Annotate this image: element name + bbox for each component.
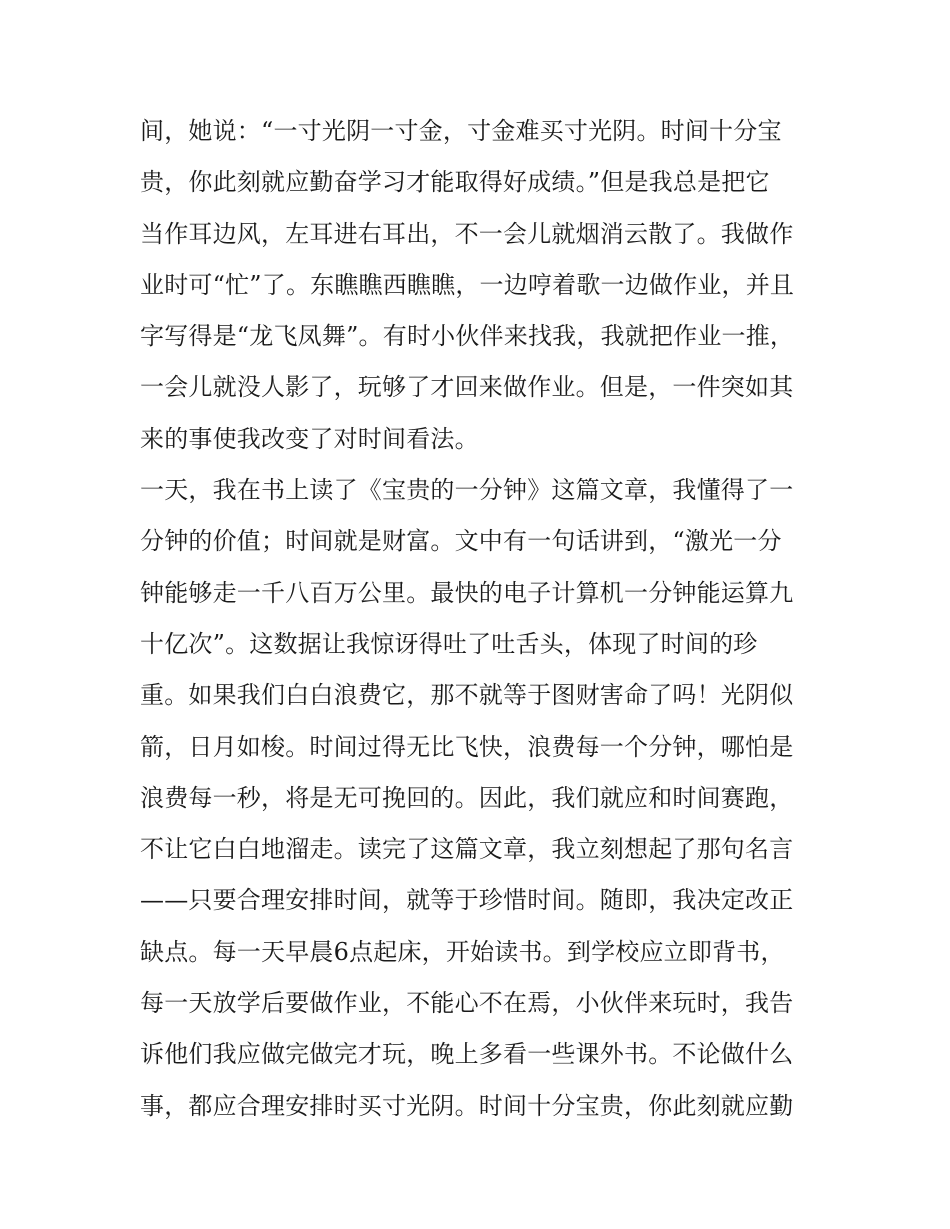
text-line: 字写得是“龙飞凤舞”。有时小伙伴来找我，我就把作业一推， bbox=[140, 322, 795, 351]
text-line: 分钟的价值；时间就是财富。文中有一句话讲到，“激光一分 bbox=[140, 527, 782, 556]
text-line: 贵，你此刻就应勤奋学习才能取得好成绩。”但是我总是把它 bbox=[140, 168, 770, 197]
text-line: ——只要合理安排时间，就等于珍惜时间。随即，我决定改正 bbox=[140, 886, 794, 915]
text-line: 箭，日月如梭。时间过得无比飞快，浪费每一个分钟，哪怕是 bbox=[140, 732, 794, 761]
text-line: 重。如果我们白白浪费它，那不就等于图财害命了吗！光阴似 bbox=[140, 681, 794, 710]
text-line: 当作耳边风，左耳进右耳出，不一会儿就烟消云散了。我做作 bbox=[140, 219, 794, 248]
text-line: 每一天放学后要做作业，不能心不在焉，小伙伴来玩时，我告 bbox=[140, 989, 794, 1018]
text-line: 诉他们我应做完做完才玩，晚上多看一些课外书。不论做什么 bbox=[140, 1040, 794, 1069]
text-line: 间，她说：“一寸光阴一寸金，寸金难买寸光阴。时间十分宝 bbox=[140, 117, 782, 145]
text-line: 浪费每一秒，将是无可挽回的。因此，我们就应和时间赛跑， bbox=[140, 783, 794, 812]
text-line: 业时可“忙”了。东瞧瞧西瞧瞧，一边哼着歌一边做作业，并且 bbox=[140, 270, 795, 299]
text-line: 十亿次”。这数据让我惊讶得吐了吐舌头，体现了时间的珍 bbox=[140, 629, 758, 658]
document-body bbox=[140, 106, 820, 1132]
text-line: 一天，我在书上读了《宝贵的一分钟》这篇文章，我懂得了一 bbox=[140, 476, 794, 505]
text-line: 缺点。每一天早晨6点起床，开始读书。到学校应立即背书， bbox=[140, 937, 785, 966]
text-line: 钟能够走一千八百万公里。最快的电子计算机一分钟能运算九 bbox=[140, 578, 794, 607]
text-line: 事，都应合理安排时买寸光阴。时间十分宝贵，你此刻就应勤 bbox=[140, 1091, 794, 1120]
text-line: 一会儿就没人影了，玩够了才回来做作业。但是，一件突如其 bbox=[140, 373, 794, 402]
text-line: 不让它白白地溜走。读完了这篇文章，我立刻想起了那句名言 bbox=[140, 835, 794, 864]
text-line: 来的事使我改变了对时间看法。 bbox=[140, 424, 479, 453]
